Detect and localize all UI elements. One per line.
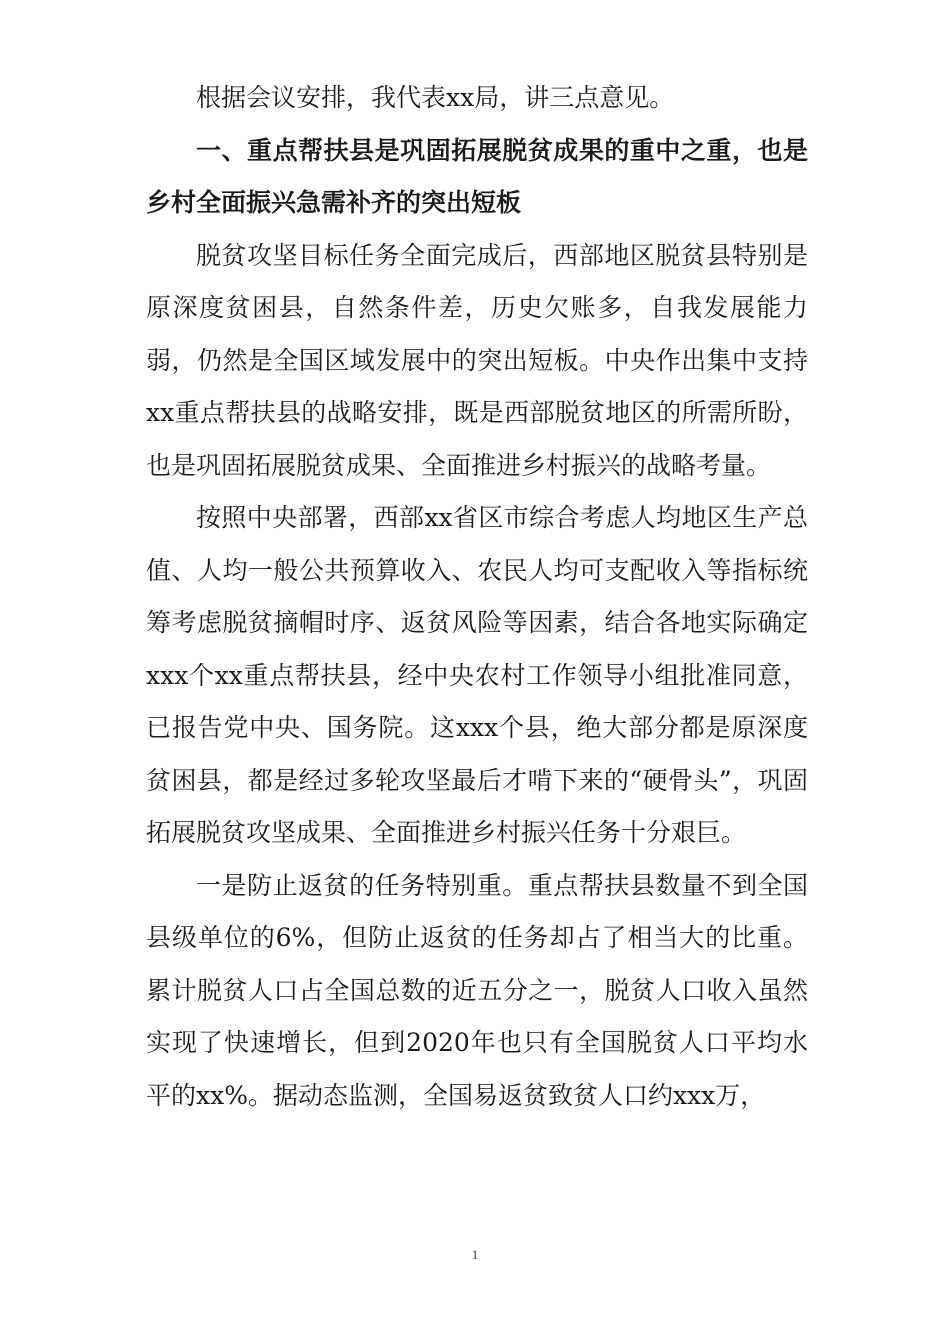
body-paragraph: 脱贫攻坚目标任务全面完成后，西部地区脱贫县特别是原深度贫困县，自然条件差，历史欠账多，自我发展能力弱，仍然是全国区域发展中的突出短板。中央作出集中支持xx重点帮扶县的战略安排，既是西部脱贫地区的所需所盼，也是巩固拓展脱贫成果、全面推进乡村振兴的战略考量。 (146, 240, 808, 480)
body-paragraph: 按照中央部署，西部xx省区市综合考虑人均地区生产总值、人均一般公共预算收入、农民人均可支配收入等指标统筹考虑脱贫摘帽时序、返贫风险等因素，结合各地实际确定xxx个xx重点帮扶县，经中央农村工作领导小组批准同意，已报告党中央、国务院。这xxx个县，绝大部分都是原深度贫困县，都是经过多轮攻坚最后才啃下来的“硬骨头”，巩固拓展脱贫攻坚成果、全面推进乡村振兴任务十分艰巨。 (146, 503, 808, 847)
page-number: 1 (471, 1247, 479, 1262)
body-paragraph: 一是防止返贫的任务特别重。重点帮扶县数量不到全国县级单位的6%，但防止返贫的任务却占了相当大的比重。累计脱贫人口占全国总数的近五分之一，脱贫人口收入虽然实现了快速增长，但到2020年也只有全国脱贫人口平均水平的xx%。据动态监测，全国易返贫致贫人口约xxx万， (146, 870, 808, 1110)
section-heading: 一、重点帮扶县是巩固拓展脱贫成果的重中之重，也是乡村全面振兴急需补齐的突出短板 (146, 135, 808, 217)
intro-paragraph: 根据会议安排，我代表xx局，讲三点意见。 (196, 83, 675, 112)
document-body (146, 72, 808, 1122)
